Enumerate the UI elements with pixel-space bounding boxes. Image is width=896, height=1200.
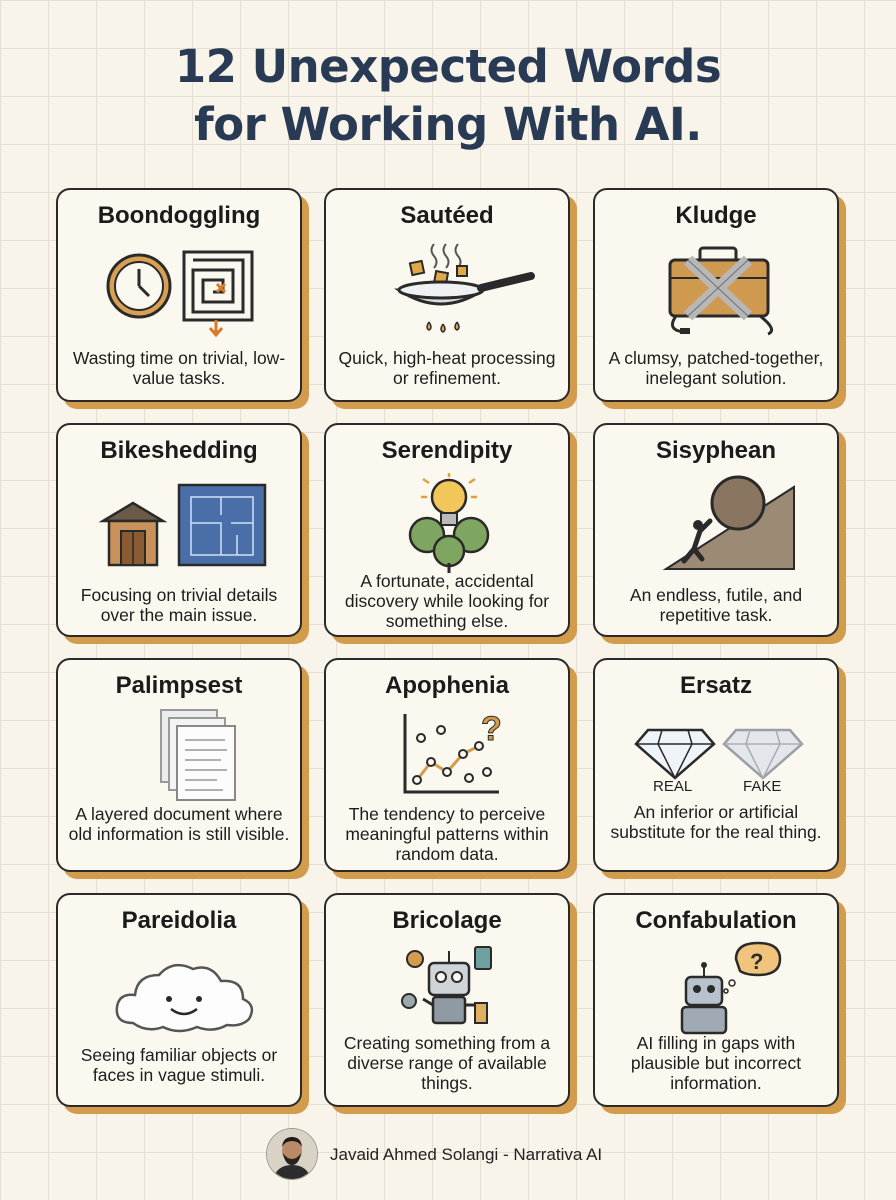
- card-title: Confabulation: [635, 907, 797, 934]
- shed-blueprint-icon: [81, 475, 281, 575]
- card-title: Bikeshedding: [100, 437, 258, 464]
- page-title: [0, 38, 896, 154]
- card-title: Apophenia: [385, 672, 509, 699]
- author-photo-icon: [267, 1129, 317, 1179]
- taped-toolbox-icon: [618, 238, 818, 338]
- robot-question-icon: [618, 939, 818, 1039]
- card-sauteed: [324, 188, 570, 402]
- card-apophenia: [324, 658, 570, 872]
- diamonds-icon: [618, 712, 818, 812]
- card-bricolage: [324, 893, 570, 1107]
- card-pareidolia: [56, 893, 302, 1107]
- card-description: Creating something from a diverse range of available things.: [343, 1033, 551, 1093]
- card-description: Wasting time on trivial, low-value tasks.: [72, 348, 286, 388]
- card-serendipity: [324, 423, 570, 637]
- card-palimpsest: [56, 658, 302, 872]
- card-title: Serendipity: [381, 437, 513, 464]
- clock-maze-icon: [81, 238, 281, 338]
- title-line-2: for Working With AI.: [194, 98, 702, 151]
- junk-robot-icon: [349, 939, 549, 1039]
- card-confabulation: [593, 893, 839, 1107]
- card-title: Sisyphean: [655, 437, 777, 464]
- card-description: An inferior or artificial substitute for the real thing.: [610, 802, 822, 842]
- card-description: Quick, high-heat processing or refinement.: [338, 348, 556, 388]
- svg-text:?: ?: [750, 949, 764, 974]
- card-title: Palimpsest: [115, 672, 243, 699]
- card-kludge: [593, 188, 839, 402]
- card-description: A fortunate, accidental discovery while looking for something else.: [344, 571, 550, 631]
- smiling-cloud-icon: [81, 947, 281, 1047]
- card-bikeshedding: [56, 423, 302, 637]
- card-title: Ersatz: [679, 672, 753, 699]
- card-description: AI filling in gaps with plausible but incorrect information.: [630, 1033, 802, 1093]
- fake-label: FAKE: [743, 778, 782, 795]
- card-description: Seeing familiar objects or faces in vague stimuli.: [80, 1045, 278, 1085]
- card-title: Kludge: [675, 202, 757, 229]
- card-sisyphean: [593, 423, 839, 637]
- card-description: Focusing on trivial details over the main issue.: [80, 585, 278, 625]
- svg-text:?: ?: [481, 710, 502, 748]
- card-boondoggling: [56, 188, 302, 402]
- lightbulb-clover-icon: [349, 473, 549, 573]
- real-label: REAL: [653, 778, 693, 795]
- card-title: Bricolage: [392, 907, 502, 934]
- boulder-push-icon: [618, 473, 818, 573]
- card-description: A layered document where old information is still visible.: [68, 804, 290, 844]
- author-avatar: [266, 1128, 318, 1180]
- footer: [0, 1126, 896, 1186]
- card-title: Sautéed: [400, 202, 494, 229]
- card-title: Pareidolia: [121, 907, 237, 934]
- layered-documents-icon: [81, 706, 281, 806]
- title-line-1: 12 Unexpected Words: [174, 40, 722, 93]
- frying-pan-icon: [349, 238, 549, 338]
- card-description: A clumsy, patched-together, inelegant solution.: [608, 348, 824, 388]
- author-credit: Javaid Ahmed Solangi - Narrativa AI: [330, 1145, 603, 1164]
- card-title: Boondoggling: [97, 202, 261, 229]
- card-description: The tendency to perceive meaningful patterns within random data.: [345, 804, 549, 864]
- scatter-question-icon: [349, 706, 549, 806]
- card-description: An endless, futile, and repetitive task.: [629, 585, 803, 625]
- card-ersatz: [593, 658, 839, 872]
